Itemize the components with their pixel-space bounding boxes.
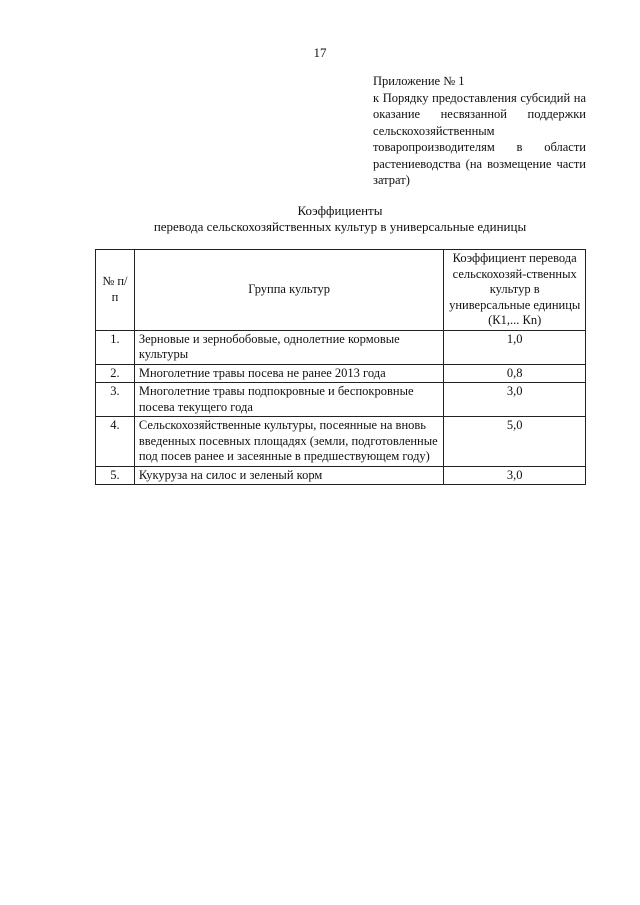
page-number: 17 [313, 45, 327, 60]
row-coef: 5,0 [444, 417, 586, 467]
row-group: Кукуруза на силос и зеленый корм [134, 466, 444, 485]
table-row [96, 417, 586, 467]
row-coef: 3,0 [444, 466, 586, 485]
coefficients-table [95, 249, 586, 485]
appendix-title: Приложение № 1 [373, 74, 465, 88]
document-heading [0, 203, 640, 235]
appendix-body: к Порядку предоставления субсидий на оказание несвязанной поддержки сельскохозяйственным товаропроизводителям в области растениеводства (на возмещение части затрат) [373, 90, 586, 187]
header-coef: Коэффициент перевода сельскохозяй-ственных культур в универсальные единицы (К1,... Кn) [444, 250, 586, 331]
table-row [96, 383, 586, 417]
table-header-row [96, 250, 586, 331]
row-num: 2. [96, 364, 135, 383]
row-num: 3. [96, 383, 135, 417]
row-num: 5. [96, 466, 135, 485]
row-num: 1. [96, 330, 135, 364]
row-coef: 0,8 [444, 364, 586, 383]
heading-line-1: Коэффициенты [297, 203, 383, 218]
heading-line-2: перевода сельскохозяйственных культур в универсальные единицы [153, 219, 527, 234]
table-row [96, 466, 586, 485]
row-group: Многолетние травы подпокровные и беспокровные посева текущего года [134, 383, 444, 417]
row-coef: 3,0 [444, 383, 586, 417]
table-row [96, 330, 586, 364]
table-row [96, 364, 586, 383]
row-group: Зерновые и зернобобовые, однолетние кормовые культуры [134, 330, 444, 364]
row-group: Многолетние травы посева не ранее 2013 года [134, 364, 444, 383]
header-num: № п/п [96, 250, 135, 331]
row-num: 4. [96, 417, 135, 467]
row-coef: 1,0 [444, 330, 586, 364]
header-group: Группа культур [134, 250, 444, 331]
row-group: Сельскохозяйственные культуры, посеянные на вновь введенных посевных площадях (земли, подготовленные под посев ранее и засеянные в предшествующем году) [134, 417, 444, 467]
appendix-block [373, 73, 586, 189]
